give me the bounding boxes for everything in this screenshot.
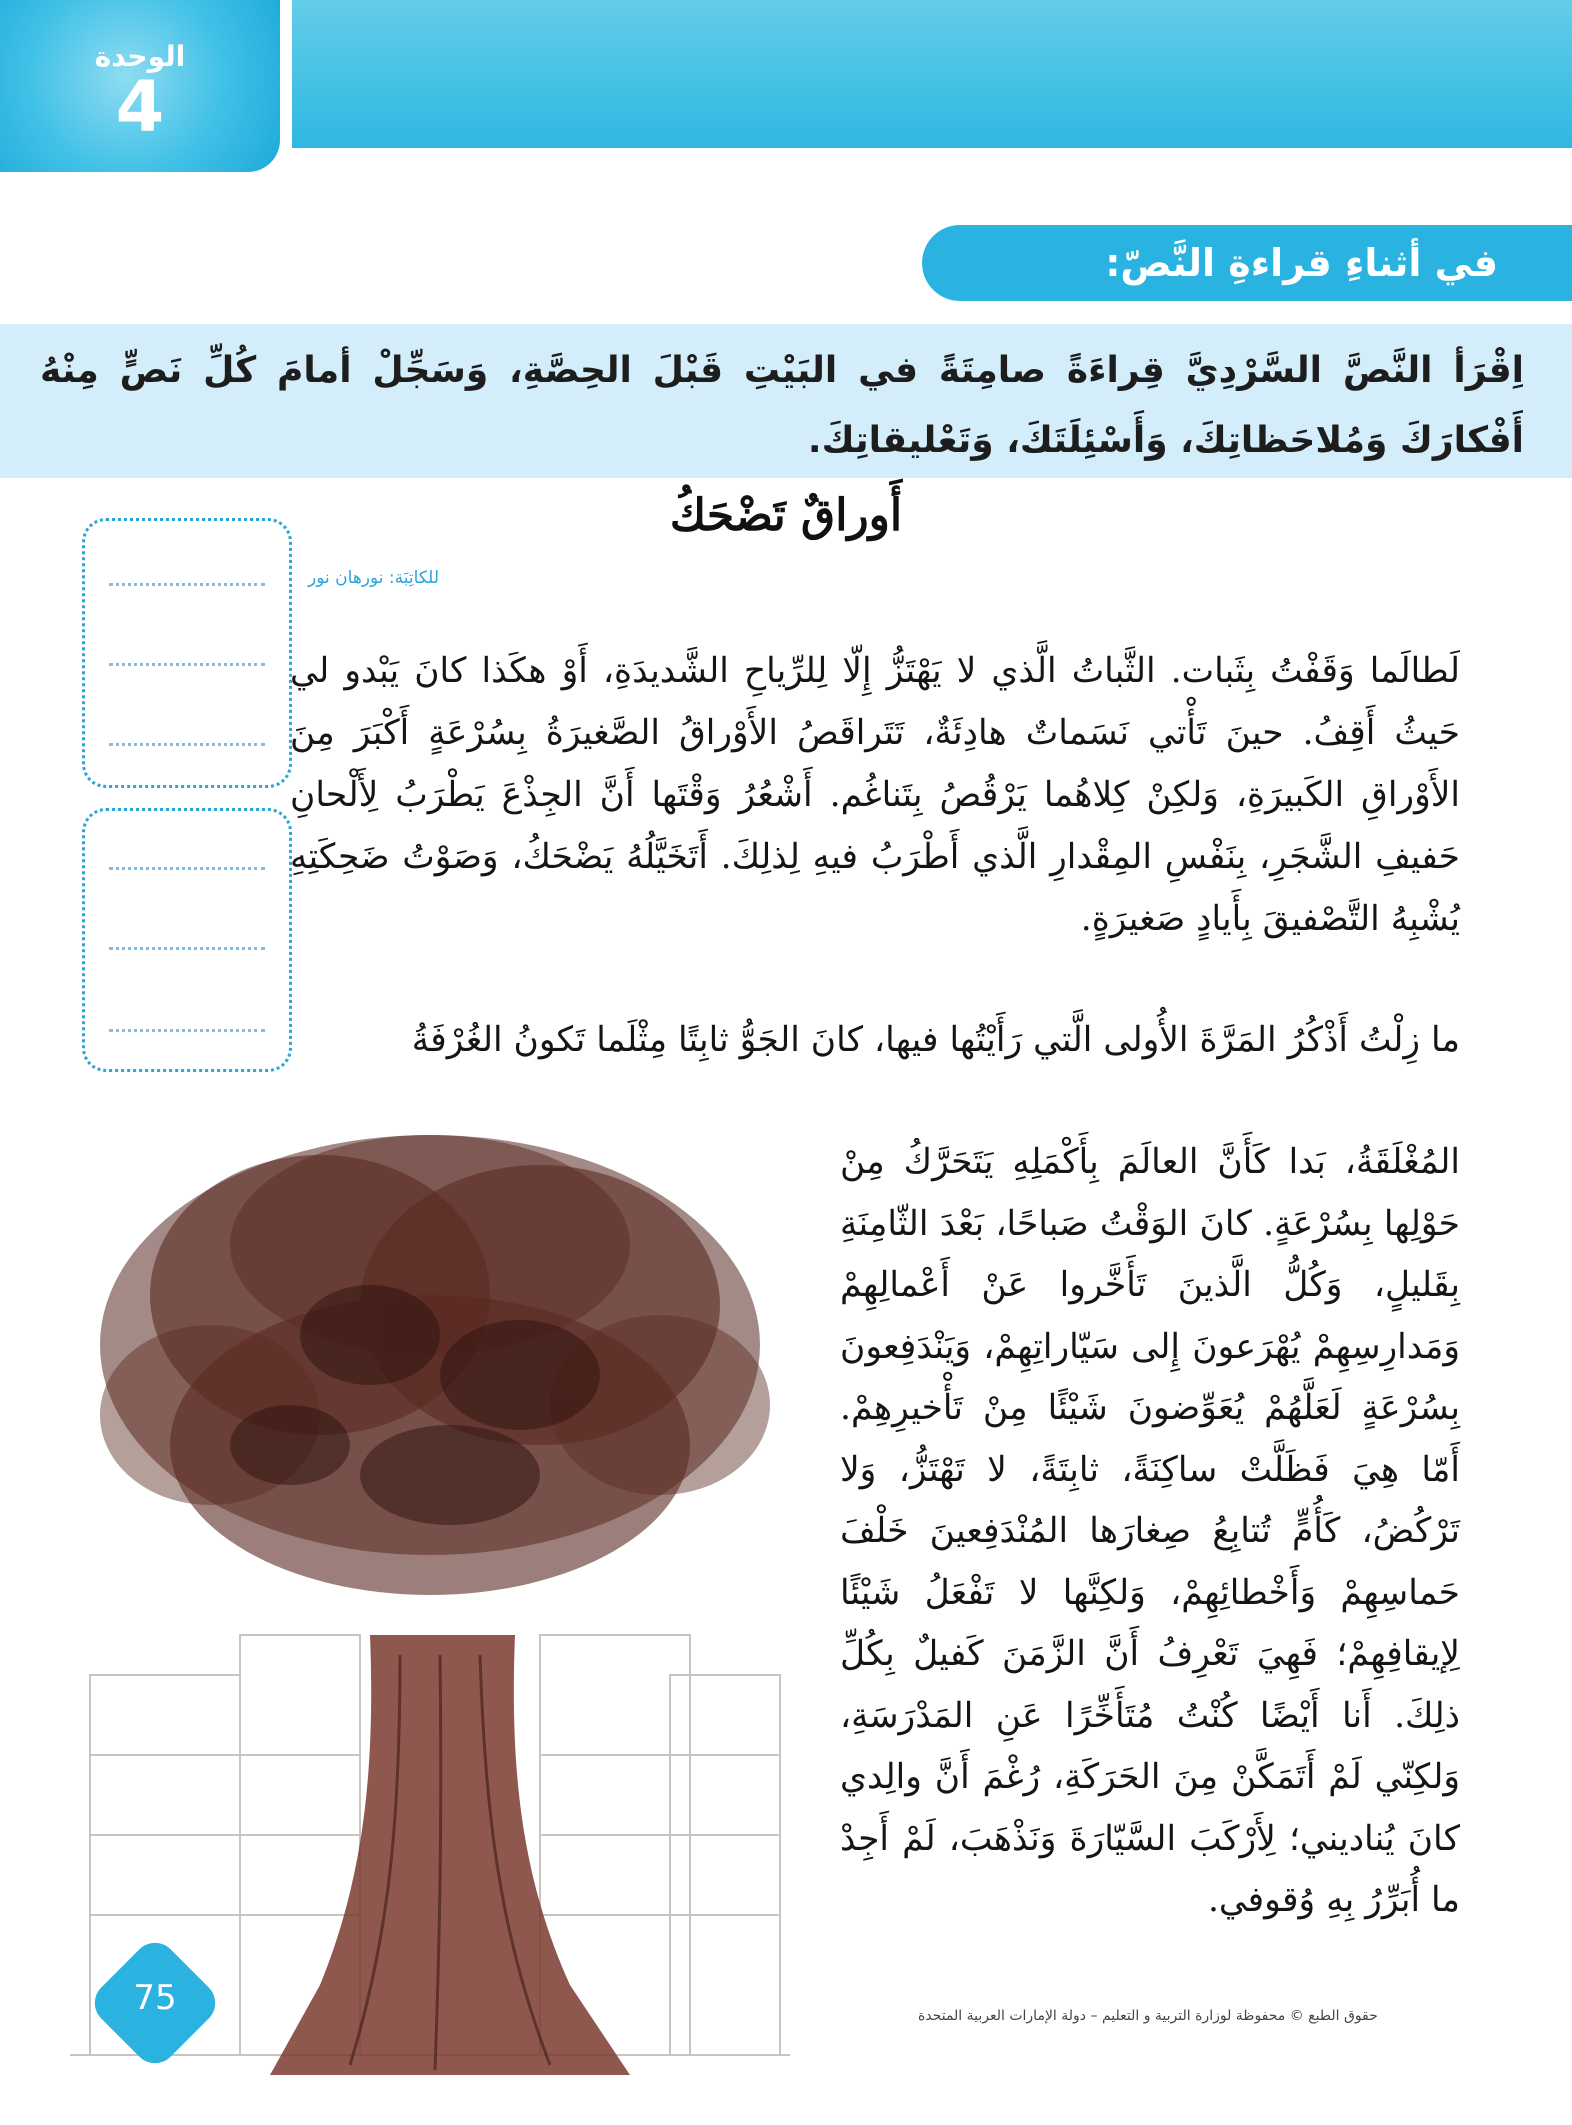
note-line[interactable]	[109, 1029, 265, 1032]
story-author: للكاتِبَة: نورهان نور	[308, 568, 439, 588]
unit-badge	[0, 0, 292, 184]
story-paragraph-1: لَطالَما وَقَفْتُ بِثَبات. الثَّباتُ الَّذي لا يَهْتَزُّ إِلّا لِلرِّياحِ الشَّديدَةِ، أَوْ هكَذا كانَ يَبْدو لي حَيثُ أَقِفُ. حينَ تَأْتي نَسَماتٌ هادِئَةٌ، تَتَراقَصُ الأَوْراقُ الصَّغيرَةُ بِسُرْعَةٍ أَكْبَرَ مِنَ الأَوْراقِ الكَبيرَةِ، وَلكِنْ كِلاهُما يَرْقُصُ بِتَناغُم. أَشْعُرُ وَقْتَها أَنَّ الجِذْعَ يَطْرَبُ لِأَلْحانِ حَفيفِ الشَّجَرِ، بِنَفْسِ المِقْدارِ الَّذي أَطْرَبُ فيهِ لِذلِكَ. أَتَخَيَّلُهُ يَضْحَكُ، وَصَوْتُ ضَحِكَتِهِ يُشْبِهُ التَّصْفيقَ بِأَيادٍ صَغيرَةٍ.	[290, 651, 1460, 939]
page-number-badge	[88, 1950, 228, 2070]
unit-badge-fill	[0, 0, 280, 172]
note-line[interactable]	[109, 743, 265, 746]
instruction-box: اِقْرَأ النَّصَّ السَّرْدِيَّ قِراءَةً صامِتَةً في البَيْتِ قَبْلَ الحِصَّةِ، وَسَجِّلْ أمامَ كُلِّ نَصٍّ مِنْهُ أَفْكارَكَ وَمُلاحَظاتِكَ، وَأَسْئِلَتَكَ، وَتَعْليقاتِكَ.	[0, 324, 1572, 478]
unit-label: الوحدة	[94, 40, 186, 73]
story-title-text: أَوراقٌ تَضْحَكُ	[669, 490, 903, 541]
note-line[interactable]	[109, 947, 265, 950]
copyright-notice: حقوق الطبع © محفوظة لوزارة التربية و التعليم – دولة الإمارات العربية المتحدة	[918, 2008, 1378, 2024]
unit-number: 4	[115, 66, 165, 148]
page-number: 75	[133, 1978, 177, 2018]
note-line[interactable]	[109, 867, 265, 870]
section-heading: في أثناءِ قراءةِ النَّصّ:	[922, 225, 1572, 301]
note-line[interactable]	[109, 663, 265, 666]
notes-box-1[interactable]	[82, 518, 292, 788]
story-paragraph-2-rest: المُغْلَقَةُ، بَدا كَأَنَّ العالَمَ بِأَكْمَلِهِ يَتَحَرَّكُ مِنْ حَوْلِها بِسُرْعَةٍ. كانَ الوَقْتُ صَباحًا، بَعْدَ الثّامِنَةِ بِقَليلٍ، وَكُلُّ الَّذينَ تَأَخَّروا عَنْ أَعْمالِهِمْ وَمَدارِسِهِمْ يُهْرَعونَ إِلى سَيّاراتِهِمْ، وَيَنْدَفِعونَ بِسُرْعَةٍ لَعَلَّهُمْ يُعَوِّضونَ شَيْئًا مِنْ تَأْخيرِهِمْ. أَمّا هِيَ فَظَلَّتْ ساكِنَةً، ثابِتَةً، لا تَهْتَزُّ، وَلا تَرْكُضُ، كَأُمٍّ تُتابِعُ صِغارَها المُنْدَفِعينَ خَلْفَ حَماسِهِمْ وَأَخْطائِهِمْ، وَلكِنَّها لا تَفْعَلُ شَيْئًا لِإيقافِهِمْ؛ فَهِيَ تَعْرِفُ أَنَّ الزَّمَنَ كَفيلٌ بِكُلِّ ذلِكَ. أَنا أَيْضًا كُنْتُ مُتَأَخِّرًا عَنِ المَدْرَسَةِ، وَلكِنّي لَمْ أَتَمَكَّنْ مِنَ الحَرَكَةِ، رُغْمَ أَنَّ والِدي كانَ يُناديني؛ لِأَرْكَبَ السَّيّارَةَ وَنَذْهَبَ، لَمْ أَجِدْ ما أُبَرِّرُ بِهِ وُقوفي.	[840, 1142, 1460, 1920]
story-paragraph-2-lead: ما زِلْتُ أَذْكُرُ المَرَّةَ الأُولى الَّتي رَأَيْتُها فيها، كانَ الجَوُّ ثابِتًا مِثْلَما تَكونُ الغُرْفَةُ	[411, 1020, 1460, 1060]
note-line[interactable]	[109, 583, 265, 586]
notes-box-2[interactable]	[82, 808, 292, 1072]
